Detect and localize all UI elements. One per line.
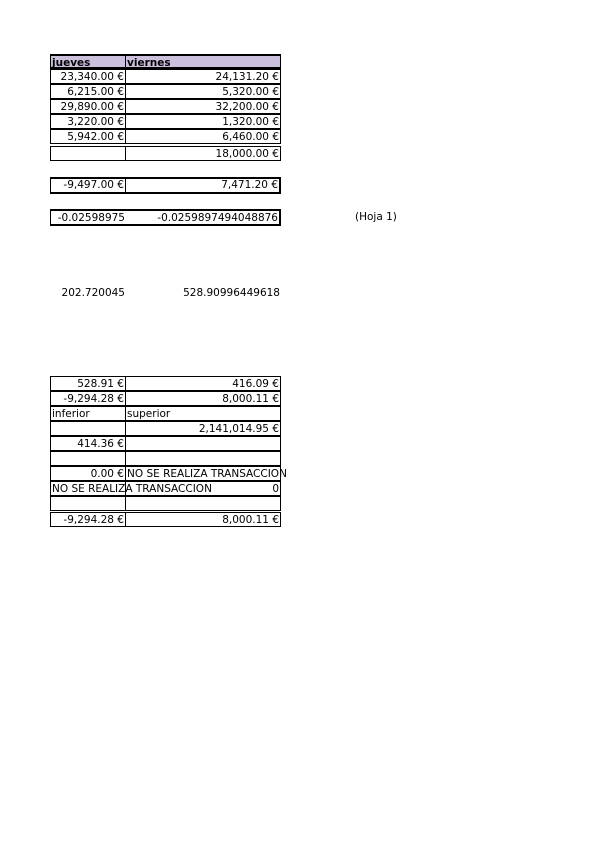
block1-r2-c2[interactable]: 32,200.00 € <box>125 99 281 114</box>
ratio-jueves[interactable]: -0.02598975 <box>50 209 126 226</box>
block2-r4-c1[interactable]: 414.36 € <box>50 436 126 451</box>
block1-r0-c2[interactable]: 24,131.20 € <box>125 69 281 84</box>
block2-r8-c2[interactable] <box>125 496 281 511</box>
ratio-viernes[interactable]: -0.0259897494048876 <box>125 209 281 226</box>
block2-r6-c1[interactable]: 0.00 € <box>50 466 126 481</box>
stat-viernes[interactable]: 528.90996449618 <box>183 287 280 299</box>
block2-r8-c1[interactable] <box>50 496 126 511</box>
block1-r1-c2[interactable]: 5,320.00 € <box>125 84 281 99</box>
block2-r1-c2[interactable]: 8,000.11 € <box>125 391 281 406</box>
block2-r4-c2[interactable] <box>125 436 281 451</box>
block2-r2-c2[interactable]: superior <box>125 406 281 421</box>
block1-r1-c1[interactable]: 6,215.00 € <box>50 84 126 99</box>
block1-r5-c2[interactable]: 18,000.00 € <box>125 146 281 161</box>
block2-r9-c1[interactable]: -9,294.28 € <box>50 512 126 527</box>
block2-r1-c1[interactable]: -9,294.28 € <box>50 391 126 406</box>
block1-r4-c1[interactable]: 5,942.00 € <box>50 129 126 144</box>
block1-r0-c1[interactable]: 23,340.00 € <box>50 69 126 84</box>
block1-r5-c1[interactable] <box>50 146 126 161</box>
block2-r7-c1[interactable]: NO SE REALIZA TRANSACCION <box>52 483 212 495</box>
block1-r3-c1[interactable]: 3,220.00 € <box>50 114 126 129</box>
block1-r3-c2[interactable]: 1,320.00 € <box>125 114 281 129</box>
header-jueves: jueves <box>50 54 126 69</box>
block2-r3-c1[interactable] <box>50 421 126 436</box>
sheet-label: (Hoja 1) <box>355 211 397 223</box>
block2-r7-c2[interactable]: 0 <box>125 481 281 496</box>
block2-r0-c2[interactable]: 416.09 € <box>125 376 281 391</box>
block2-r5-c2[interactable] <box>125 451 281 466</box>
block2-r5-c1[interactable] <box>50 451 126 466</box>
total-viernes[interactable]: 7,471.20 € <box>125 177 281 194</box>
block2-r0-c1[interactable]: 528.91 € <box>50 376 126 391</box>
total-jueves[interactable]: -9,497.00 € <box>50 177 126 194</box>
block1-r4-c2[interactable]: 6,460.00 € <box>125 129 281 144</box>
stat-jueves[interactable]: 202.720045 <box>61 287 125 299</box>
block2-r6-c2[interactable]: NO SE REALIZA TRANSACCION <box>127 468 287 480</box>
block2-r3-c2[interactable]: 2,141,014.95 € <box>125 421 281 436</box>
block1-r2-c1[interactable]: 29,890.00 € <box>50 99 126 114</box>
header-viernes: viernes <box>125 54 281 69</box>
block2-r9-c2[interactable]: 8,000.11 € <box>125 512 281 527</box>
block2-r2-c1[interactable]: inferior <box>50 406 126 421</box>
